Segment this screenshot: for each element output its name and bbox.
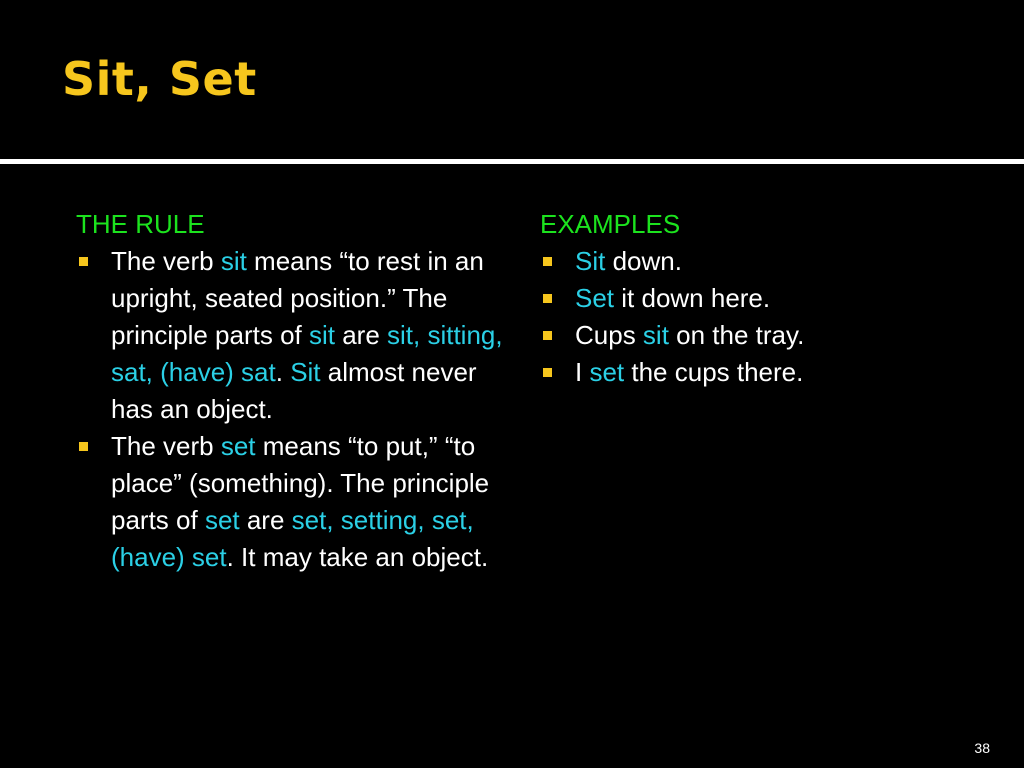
examples-column [540, 206, 980, 391]
highlighted-verb: Sit [290, 357, 321, 387]
example-item [540, 280, 980, 317]
example-text: the cups there. [624, 357, 804, 387]
example-item [540, 317, 980, 354]
rule-text: . It may take an object. [226, 542, 489, 572]
example-item [540, 243, 980, 280]
rule-heading: THE RULE [76, 209, 205, 239]
square-bullet-icon [79, 442, 88, 451]
rule-text: The verb [111, 431, 221, 461]
rule-text: means “to put,” “to place” (something). The principle parts of [111, 431, 490, 535]
highlighted-verb: Set [575, 283, 615, 313]
highlighted-verb: sit [642, 320, 669, 350]
rule-text: The verb [111, 246, 221, 276]
square-bullet-icon [543, 294, 552, 303]
highlighted-verb: Sit [575, 246, 606, 276]
example-text: I [575, 357, 590, 387]
rule-text: almost never has an object. [111, 357, 477, 424]
square-bullet-icon [543, 331, 552, 340]
square-bullet-icon [543, 257, 552, 266]
page-number: 38 [974, 740, 990, 756]
rule-bullet-sit [76, 243, 506, 428]
rule-text: means “to rest in an upright, seated position.” The principle parts of [111, 246, 484, 350]
examples-list [540, 243, 980, 391]
example-item [540, 354, 980, 391]
example-text: Cups [575, 320, 643, 350]
principal-parts: sit, sitting, sat, (have) sat [111, 320, 503, 387]
square-bullet-icon [79, 257, 88, 266]
example-text: down. [605, 246, 682, 276]
rule-text: . [275, 357, 291, 387]
highlighted-verb: set [220, 431, 256, 461]
highlighted-verb: sit [220, 246, 247, 276]
highlighted-verb: set [589, 357, 625, 387]
title-divider [0, 159, 1024, 164]
examples-heading: EXAMPLES [540, 209, 681, 239]
principal-parts: set, setting, set, (have) set [111, 505, 474, 572]
slide-title: Sit, Set [62, 52, 257, 106]
rule-text: are [239, 505, 292, 535]
example-text: it down here. [614, 283, 771, 313]
rule-bullet-set [76, 428, 506, 576]
rule-text: are [334, 320, 388, 350]
rule-list [76, 243, 506, 576]
rule-column [76, 206, 506, 576]
highlighted-verb: sit [308, 320, 335, 350]
highlighted-verb: set [204, 505, 240, 535]
square-bullet-icon [543, 368, 552, 377]
example-text: on the tray. [668, 320, 805, 350]
